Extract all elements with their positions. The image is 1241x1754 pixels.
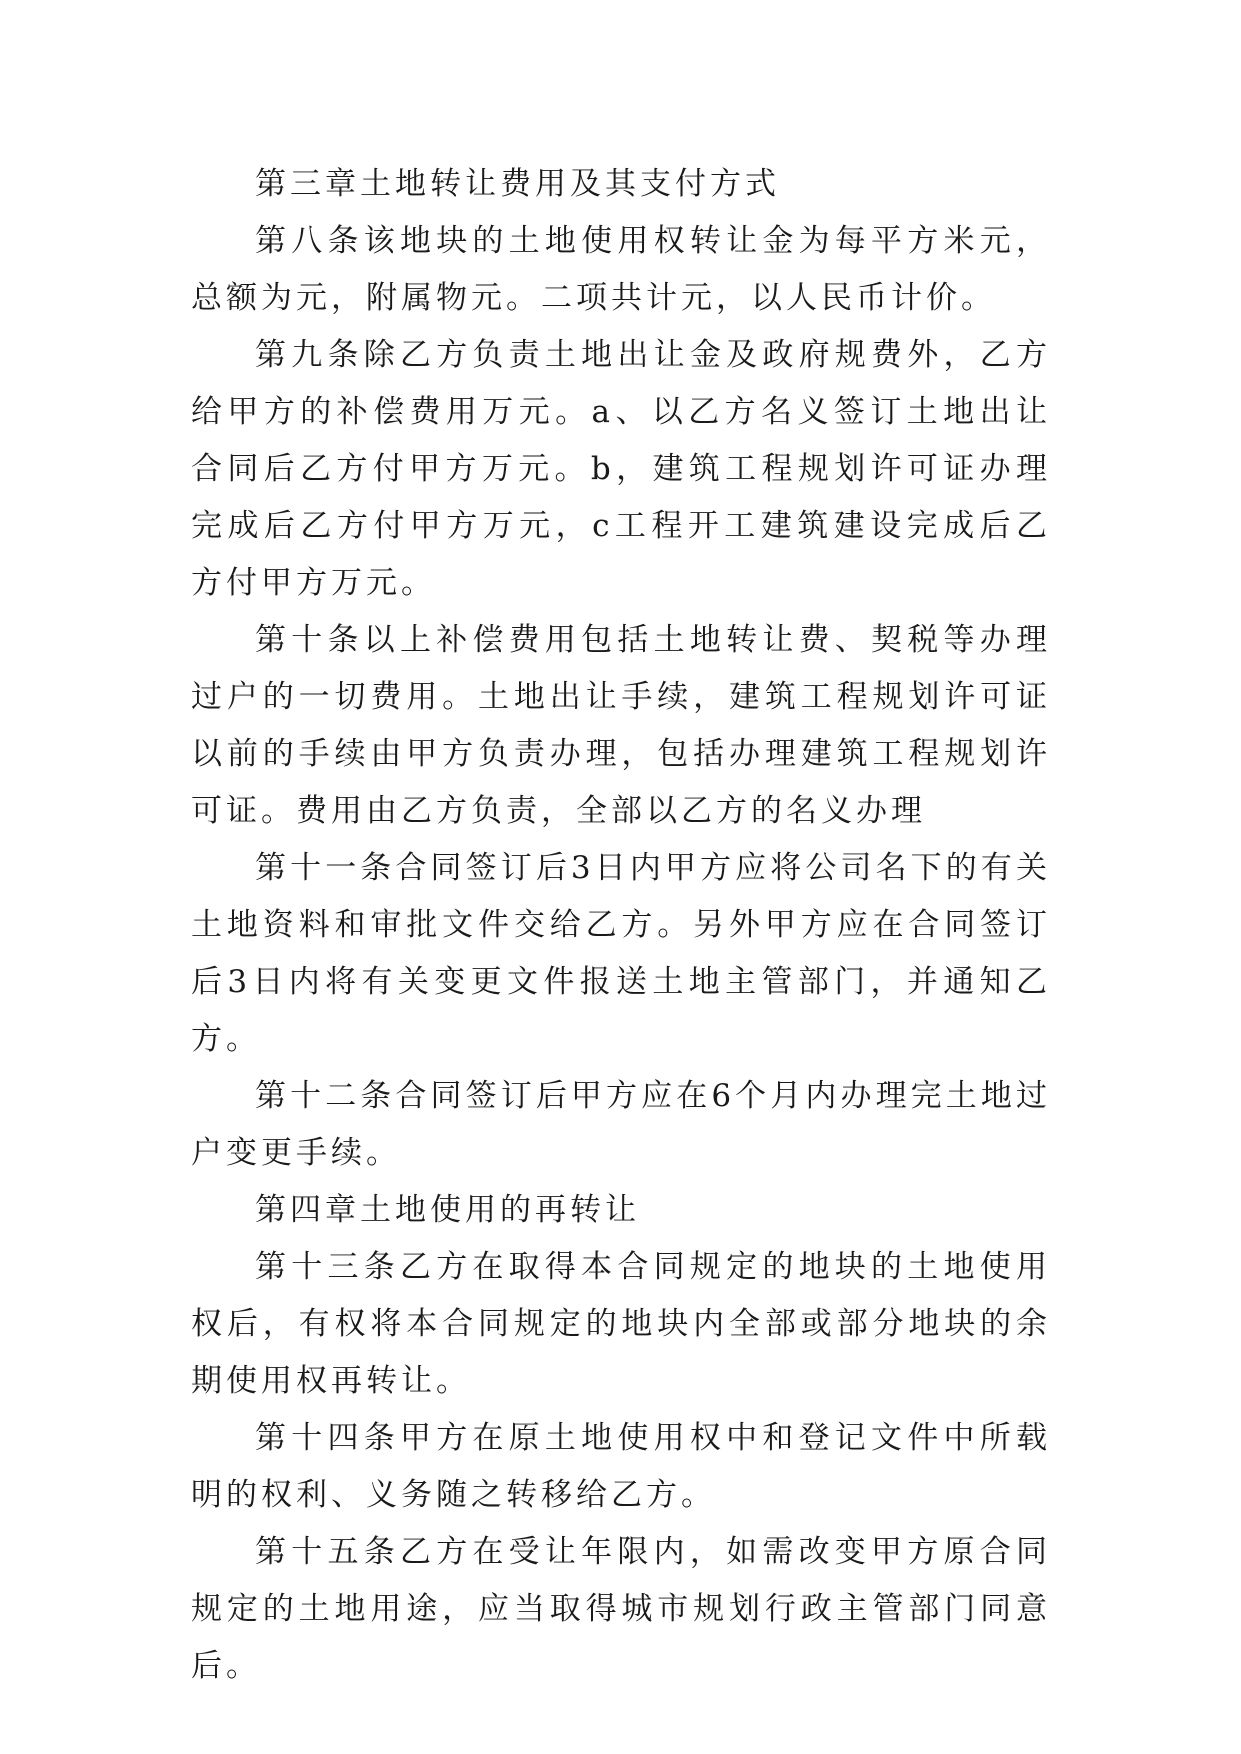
article-8: 第八条该地块的土地使用权转让金为每平方米元，总额为元，附属物元。二项共计元，以人民币计价。 xyxy=(191,223,1051,316)
article-15: 第十五条乙方在受让年限内，如需改变甲方原合同规定的土地用途，应当取得城市规划行政主管部门同意后。 xyxy=(191,1534,1051,1684)
article-12: 第十二条合同签订后甲方应在6个月内办理完土地过户变更手续。 xyxy=(191,1078,1051,1171)
article-9: 第九条除乙方负责土地出让金及政府规费外，乙方给甲方的补偿费用万元。a、以乙方名义签订土地出让合同后乙方付甲方万元。b，建筑工程规划许可证办理完成后乙方付甲方万元，c工程开工建筑建设完成后乙方付甲方万元。 xyxy=(191,337,1051,601)
article-13: 第十三条乙方在取得本合同规定的地块的土地使用权后，有权将本合同规定的地块内全部或部分地块的余期使用权再转让。 xyxy=(191,1249,1051,1399)
article-10: 第十条以上补偿费用包括土地转让费、契税等办理过户的一切费用。土地出让手续，建筑工程规划许可证以前的手续由甲方负责办理，包括办理建筑工程规划许可证。费用由乙方负责，全部以乙方的名义办理 xyxy=(191,622,1051,829)
chapter-heading-4: 第四章土地使用的再转让 xyxy=(255,1192,640,1228)
article-11: 第十一条合同签订后3日内甲方应将公司名下的有关土地资料和审批文件交给乙方。另外甲方应在合同签订后3日内将有关变更文件报送土地主管部门，并通知乙方。 xyxy=(191,850,1051,1057)
chapter-heading-3: 第三章土地转让费用及其支付方式 xyxy=(255,166,780,202)
document-body xyxy=(191,156,1051,1695)
article-14: 第十四条甲方在原土地使用权中和登记文件中所载明的权利、义务随之转移给乙方。 xyxy=(191,1420,1051,1513)
